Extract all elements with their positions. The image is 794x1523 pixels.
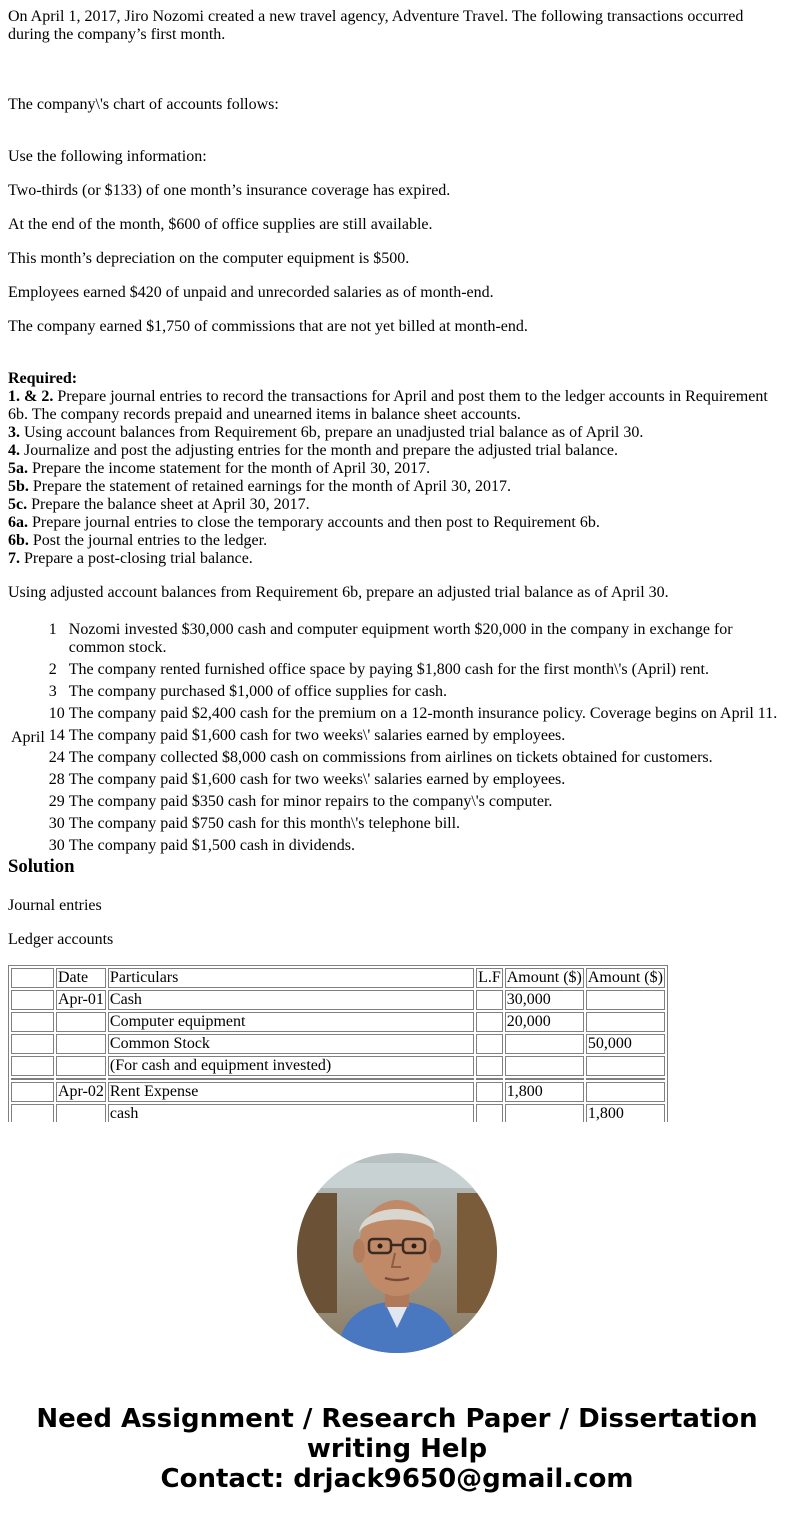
journal-date <box>56 1012 106 1032</box>
req-label: 4. <box>8 442 20 459</box>
transaction-text: The company rented furnished office space by paying $1,800 cash for the first month\'s (April) rent. <box>68 661 709 678</box>
journal-credit <box>586 1012 665 1032</box>
journal-lf <box>476 1034 503 1054</box>
journal-row <box>11 1082 665 1102</box>
transaction-day: 2 <box>48 661 57 678</box>
ledger-accounts-label: Ledger accounts <box>8 931 114 948</box>
transaction-row <box>10 660 782 680</box>
use-following-info: Use the following information: <box>8 148 207 165</box>
req-label: 5c. <box>8 496 28 513</box>
journal-cell <box>11 1012 54 1032</box>
transaction-day: 14 <box>48 727 65 744</box>
req-label: 6b. <box>8 532 29 549</box>
journal-particulars: Computer equipment <box>108 1012 474 1032</box>
req-text: Using account balances from Requirement 6b, prepare an unadjusted trial balance as of April 30. <box>20 424 644 441</box>
req-text: Post the journal entries to the ledger. <box>28 532 268 549</box>
req-text: Prepare the balance sheet at April 30, 2017. <box>27 496 310 513</box>
journal-particulars: (For cash and equipment invested) <box>108 1056 474 1076</box>
intro-paragraph: On April 1, 2017, Jiro Nozomi created a new travel agency, Adventure Travel. The following transactions occurred during the company’s first month. <box>8 8 744 43</box>
journal-lf <box>476 990 503 1010</box>
journal-separator-row <box>11 1078 665 1080</box>
journal-debit <box>505 1056 584 1076</box>
journal-credit <box>586 1082 665 1102</box>
journal-header-cell <box>11 968 54 988</box>
journal-cell <box>11 1082 54 1102</box>
journal-row <box>11 1056 665 1076</box>
journal-header-row <box>11 968 665 988</box>
transaction-day: 3 <box>48 683 57 700</box>
requirements-list <box>8 370 783 568</box>
req-text: Prepare the statement of retained earnings for the month of April 30, 2017. <box>28 478 511 495</box>
journal-lf <box>476 1012 503 1032</box>
journal-entries-label: Journal entries <box>8 897 102 914</box>
journal-particulars: Rent Expense <box>108 1082 474 1102</box>
promo-line: writing Help <box>306 1434 488 1464</box>
journal-header-cell: Date <box>56 968 106 988</box>
transaction-text: The company paid $750 cash for this month\'s telephone bill. <box>68 815 461 832</box>
journal-cell <box>11 1034 54 1054</box>
journal-cell <box>11 1104 54 1122</box>
journal-header-cell: L.F <box>478 969 501 986</box>
promo-banner <box>0 1404 794 1494</box>
journal-particulars: Common Stock <box>108 1034 474 1054</box>
transactions-table <box>8 618 784 858</box>
transaction-text: The company paid $2,400 cash for the premium on a 12-month insurance policy. Coverage begins on April 11. <box>68 705 778 722</box>
req-text: Prepare the income statement for the month of April 30, 2017. <box>28 460 431 477</box>
transaction-row <box>10 748 782 768</box>
journal-particulars: Cash <box>108 990 474 1010</box>
info-item: At the end of the month, $600 of office supplies are still available. <box>8 216 433 233</box>
req-label: 1. & 2. <box>8 388 54 405</box>
req-label: 7. <box>8 550 20 567</box>
transaction-day: 1 <box>48 621 57 638</box>
journal-lf <box>476 1056 503 1076</box>
req-text: Prepare journal entries to record the transactions for April and post them to the ledger accounts in Requirement 6b. The company records prepaid and unearned items in balance sheet accounts. <box>8 388 768 423</box>
journal-credit: 50,000 <box>586 1034 665 1054</box>
journal-row <box>11 990 665 1010</box>
transaction-day: 24 <box>48 749 65 766</box>
journal-credit <box>586 990 665 1010</box>
info-item: Employees earned $420 of unpaid and unrecorded salaries as of month-end. <box>8 284 494 301</box>
transaction-text: The company paid $1,500 cash in dividends. <box>68 837 355 854</box>
journal-lf <box>476 1082 503 1102</box>
journal-date: Apr-02 <box>56 1082 106 1102</box>
journal-date <box>56 1056 106 1076</box>
journal-debit <box>505 1034 584 1054</box>
transaction-day: 29 <box>48 793 65 810</box>
transaction-text: The company purchased $1,000 of office supplies for cash. <box>68 683 448 700</box>
journal-table <box>8 965 668 1122</box>
journal-lf <box>476 1104 503 1122</box>
transaction-text: Nozomi invested $30,000 cash and computer equipment worth $20,000 in the company in exchange for common stock. <box>68 621 733 656</box>
transaction-row <box>10 726 782 746</box>
journal-header-cell: Amount ($) <box>506 969 582 986</box>
journal-debit: 1,800 <box>505 1082 584 1102</box>
solution-heading: Solution <box>8 856 75 877</box>
journal-credit <box>586 1056 665 1076</box>
transaction-day: 30 <box>48 815 65 832</box>
req-label: 6a. <box>8 514 28 531</box>
transaction-day: 30 <box>48 837 65 854</box>
journal-cell <box>11 990 54 1010</box>
transaction-row <box>10 792 782 812</box>
transaction-text: The company paid $350 cash for minor repairs to the company\'s computer. <box>68 793 553 810</box>
transaction-day: 28 <box>48 771 65 788</box>
journal-header-cell: Particulars <box>108 968 474 988</box>
journal-debit: 30,000 <box>505 990 584 1010</box>
info-item: This month’s depreciation on the computer equipment is $500. <box>8 250 410 267</box>
transaction-row <box>10 620 782 658</box>
journal-row <box>11 1104 665 1122</box>
promo-line: Need Assignment / Research Paper / Dissertation <box>36 1404 758 1434</box>
req-text: Journalize and post the adjusting entries for the month and prepare the adjusted trial balance. <box>20 442 619 459</box>
info-item: Two-thirds (or $133) of one month’s insurance coverage has expired. <box>8 182 451 199</box>
transaction-row <box>10 770 782 790</box>
transaction-row <box>10 704 782 724</box>
transaction-text: The company collected $8,000 cash on commissions from airlines on tickets obtained for customers. <box>68 749 713 766</box>
info-item: The company earned $1,750 of commissions that are not yet billed at month-end. <box>8 318 528 335</box>
transaction-row <box>10 814 782 834</box>
journal-date <box>56 1034 106 1054</box>
journal-row <box>11 1034 665 1054</box>
req-label: 5a. <box>8 460 28 477</box>
journal-cell <box>11 1056 54 1076</box>
adjusted-trial-balance-note: Using adjusted account balances from Requirement 6b, prepare an adjusted trial balance as of April 30. <box>8 584 669 601</box>
transaction-text: The company paid $1,600 cash for two weeks\' salaries earned by employees. <box>68 727 566 744</box>
transaction-row <box>10 836 782 856</box>
chart-of-accounts-note: The company\'s chart of accounts follows: <box>8 96 279 113</box>
month-cell: April <box>11 729 45 746</box>
req-text: Prepare a post-closing trial balance. <box>20 550 253 567</box>
journal-debit <box>505 1104 584 1122</box>
journal-credit: 1,800 <box>586 1104 665 1122</box>
journal-header-cell: Amount ($) <box>586 968 665 988</box>
journal-table-container[interactable] <box>8 965 668 1122</box>
transaction-day: 10 <box>48 705 65 722</box>
journal-particulars: cash <box>108 1104 474 1122</box>
req-label: 3. <box>8 424 20 441</box>
journal-date <box>56 1104 106 1122</box>
journal-date: Apr-01 <box>56 990 106 1010</box>
tutor-avatar <box>297 1153 497 1353</box>
req-label: 5b. <box>8 478 29 495</box>
transaction-text: The company paid $1,600 cash for two weeks\' salaries earned by employees. <box>68 771 566 788</box>
journal-row <box>11 1012 665 1032</box>
req-text: Prepare journal entries to close the temporary accounts and then post to Requirement 6b. <box>28 514 600 531</box>
transaction-row <box>10 682 782 702</box>
promo-contact[interactable]: Contact: drjack9650@gmail.com <box>160 1464 634 1494</box>
journal-debit: 20,000 <box>505 1012 584 1032</box>
required-heading: Required: <box>8 370 78 387</box>
